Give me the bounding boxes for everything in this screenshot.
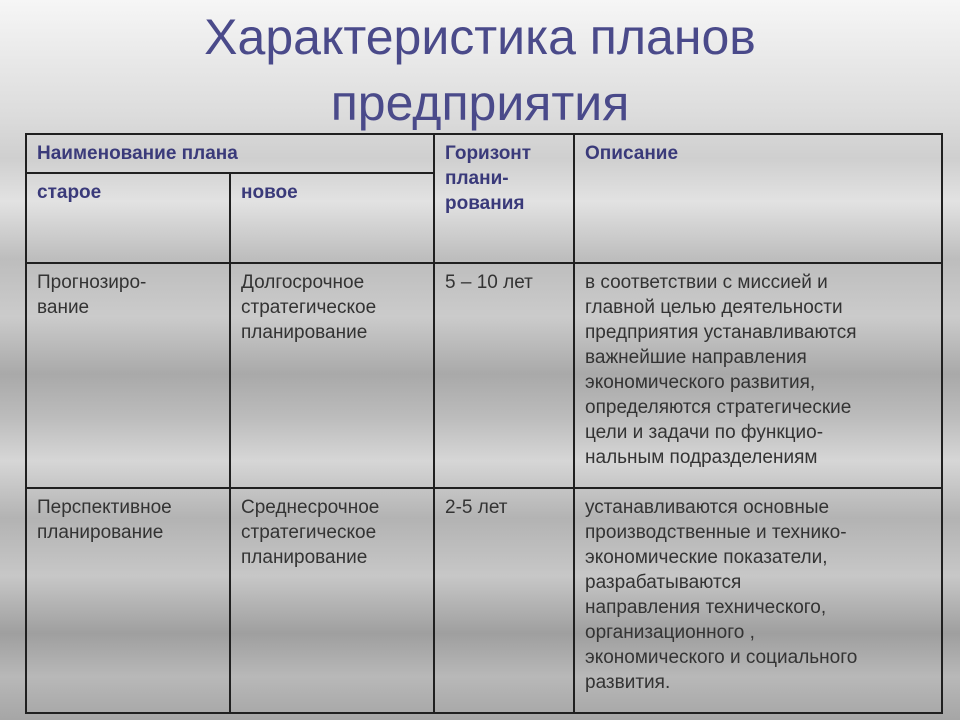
cell-line: важнейшие направления (585, 347, 807, 368)
cell-line: экономического и социального (585, 647, 858, 668)
plans-table (25, 133, 943, 714)
header-old: старое (26, 173, 230, 263)
cell-line: предприятия устанавливаются (585, 322, 857, 343)
cell-line: стратегическое (241, 522, 377, 543)
cell-old (26, 263, 230, 488)
cell-line: планирование (241, 322, 368, 343)
cell-line: в соответствии с миссией и (585, 272, 828, 293)
header-horizon (434, 134, 574, 263)
table-row (26, 263, 942, 488)
cell-new (230, 263, 434, 488)
cell-new (230, 488, 434, 713)
cell-line: Прогнозиро- (37, 272, 147, 293)
header-description: Описание (574, 134, 942, 263)
cell-horizon: 5 – 10 лет (434, 263, 574, 488)
cell-line: планирование (241, 547, 368, 568)
slide-title-line-2: предприятия (330, 75, 630, 131)
table-row (26, 488, 942, 713)
slide-title (0, 4, 960, 136)
slide-title-line-1: Характеристика планов (204, 9, 756, 65)
cell-line: вание (37, 297, 90, 318)
cell-line: экономические показатели, (585, 547, 828, 568)
cell-line: Среднесрочное (241, 497, 380, 518)
cell-line: производственные и технико- (585, 522, 847, 543)
header-horizon-line-1: Горизонт (445, 143, 532, 164)
cell-line: нальным подразделениям (585, 447, 818, 468)
cell-description (574, 488, 942, 713)
cell-line: развития. (585, 672, 671, 693)
cell-horizon: 2-5 лет (434, 488, 574, 713)
cell-description (574, 263, 942, 488)
cell-line: разрабатываются (585, 572, 742, 593)
cell-line: стратегическое (241, 297, 377, 318)
cell-line: планирование (37, 522, 164, 543)
cell-line: организационного , (585, 622, 755, 643)
cell-line: определяются стратегические (585, 397, 852, 418)
cell-line: Долгосрочное (241, 272, 365, 293)
cell-line: Перспективное (37, 497, 172, 518)
header-row-1 (26, 134, 942, 173)
cell-line: направления технического, (585, 597, 827, 618)
cell-old (26, 488, 230, 713)
cell-line: экономического развития, (585, 372, 816, 393)
cell-line: главной целью деятельности (585, 297, 843, 318)
header-new: новое (230, 173, 434, 263)
header-horizon-line-3: рования (445, 193, 525, 214)
cell-line: устанавливаются основные (585, 497, 830, 518)
cell-line: цели и задачи по функцио- (585, 422, 824, 443)
header-plan-name: Наименование плана (26, 134, 434, 173)
header-horizon-line-2: плани- (445, 168, 509, 189)
